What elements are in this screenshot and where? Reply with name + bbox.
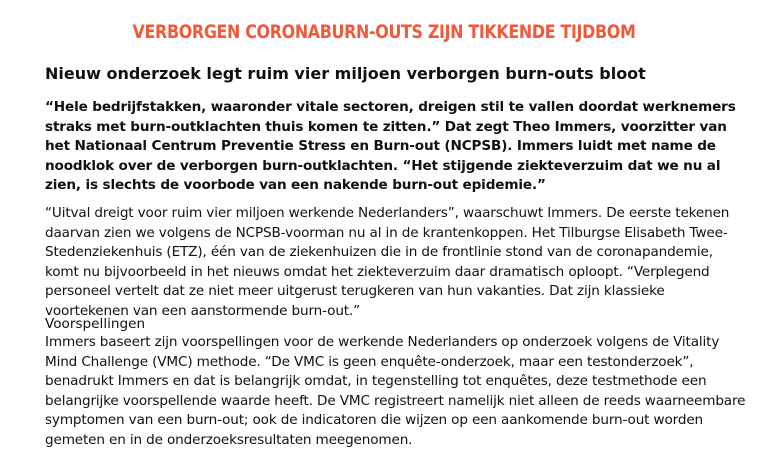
body-paragraph-2: “Uitval dreigt voor ruim vier miljoen werkende Nederlanders”, waarschuwt Immers. De eerste tekenen daarvan zien we volgens de NCPSB-voorman nu al in de krantenkoppen. Het Tilburgse Elisabeth Twee-Stedenziekenhuis (ETZ), één van de ziekenhuizen die in de frontlinie stond van de coronapandemie, komt nu bijvoorbeeld in het nieuws omdat het ziekteverzuim daar dramatisch oploopt. “Verplegend personeel vertelt dat ze niet meer uitgerust terugkeren van hun vakanties. Dat zijn klassieke voortekenen van een aanstormende burn-out.”	[45, 205, 730, 319]
body-paragraph-3: Immers baseert zijn voorspellingen voor de werkende Nederlanders op onderzoek volgens de Vitality Mind Challenge (VMC) methode. “De VMC is geen enquête-onderzoek, maar een testonderzoek”, benadrukt Immers en dat is belangrijk omdat, in tegenstelling tot enquêtes, deze testmethode een belangrijke voorspellende waarde heeft. De VMC registreert namelijk niet alleen de reeds waarneembare symptomen van een burn-out; ook de indicatoren die wijzen op een aankomende burn-out worden gemeten en in de onderzoeksresultaten meegenomen.	[45, 334, 746, 448]
section-heading: Voorspellingen	[45, 316, 146, 332]
article-banner-title: VERBORGEN CORONABURN-OUTS ZIJN TIKKENDE TIJDBOM	[132, 22, 636, 43]
lead-paragraph: “Hele bedrijfstakken, waaronder vitale sectoren, dreigen stil te vallen doordat werknemers straks met burn-outklachten thuis komen te zitten.” Dat zegt Theo Immers, voorzitter van het Nationaal Centrum Preventie Stress en Burn-out (NCPSB). Immers luidt met name de noodklok over de verborgen burn-outklachten. “Het stijgende ziekteverzuim dat we nu al zien, is slechts de voorbode van een nakende burn-out epidemie.”	[45, 99, 736, 194]
article-headline: Nieuw onderzoek legt ruim vier miljoen verborgen burn-outs bloot	[45, 64, 646, 83]
